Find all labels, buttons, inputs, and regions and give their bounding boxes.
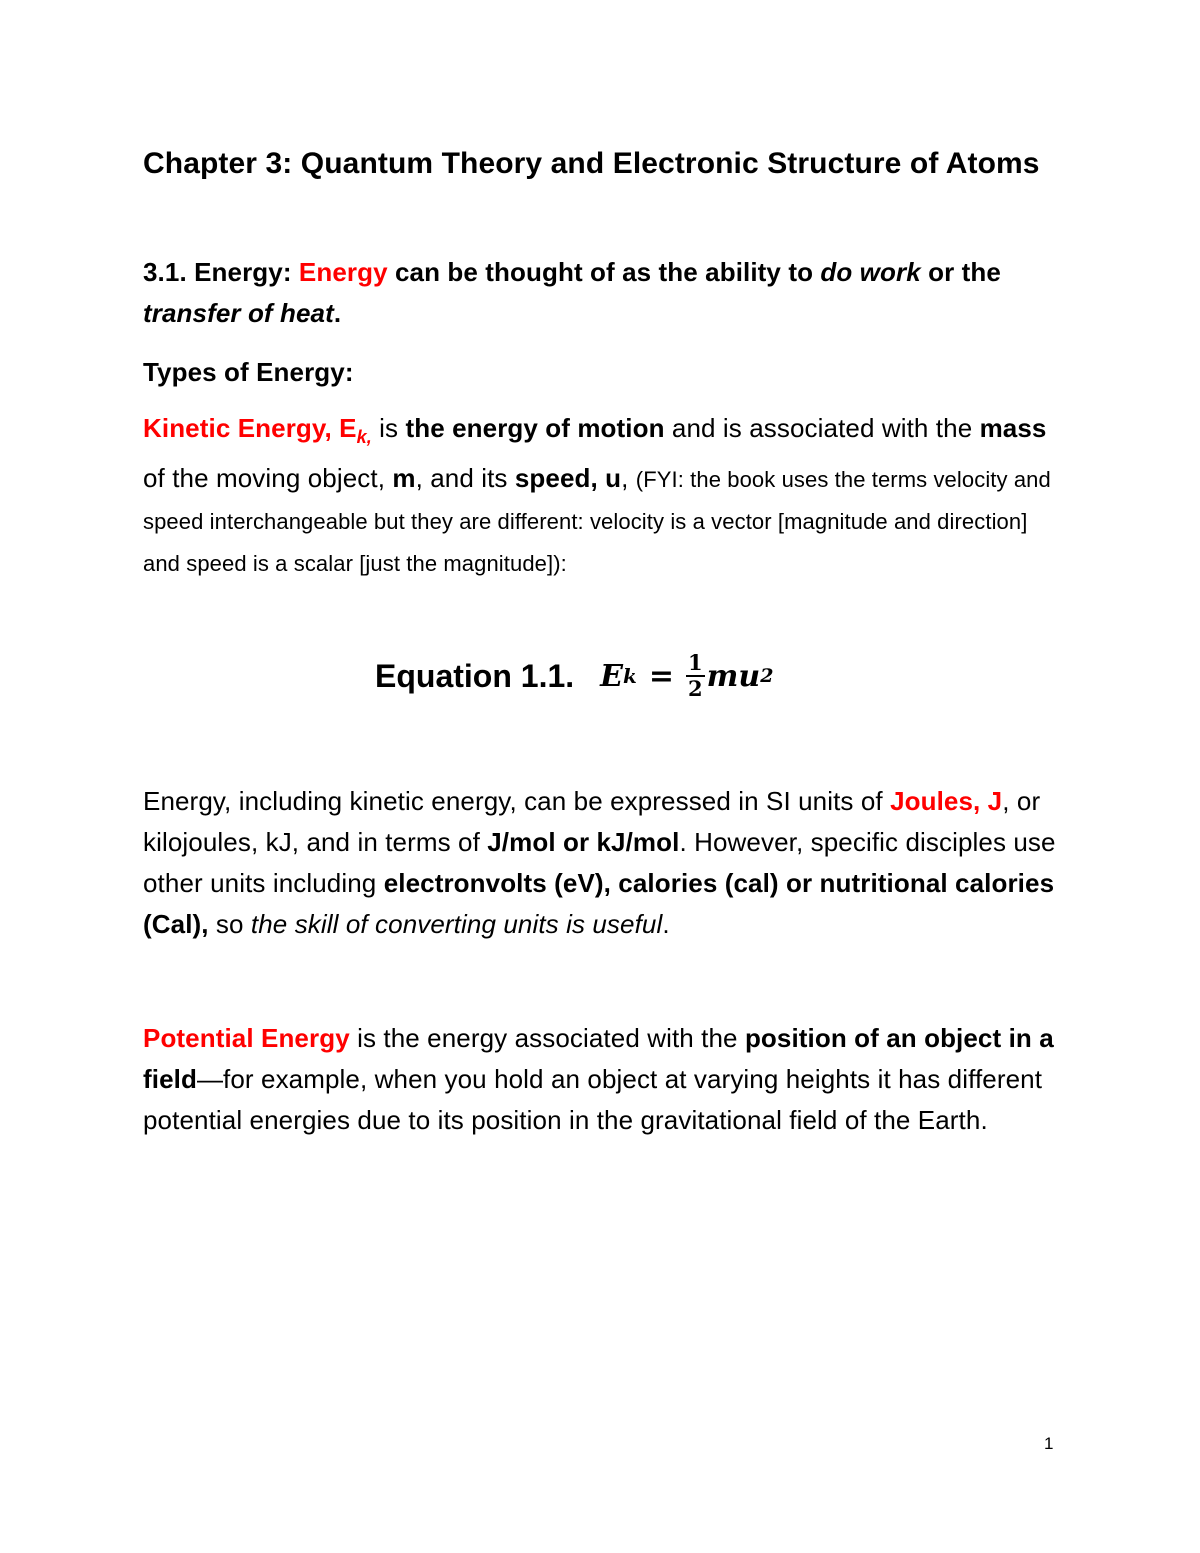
mass-bold: mass	[979, 413, 1047, 443]
kinetic-text-1: is	[371, 413, 406, 443]
types-of-energy-heading: Types of Energy:	[143, 357, 354, 387]
joules-term: Joules, J	[890, 786, 1003, 816]
formula-lhs-subscript: k	[623, 664, 637, 688]
kinetic-text-5: ,	[621, 463, 636, 494]
section-text-3: .	[333, 298, 342, 328]
converting-units-emphasis: the skill of converting units is useful	[250, 909, 663, 939]
potential-energy-paragraph	[143, 1018, 1063, 1141]
section-number: 3.1. Energy:	[143, 257, 299, 287]
position-in-field-bold: position of an object in a field	[143, 1023, 1054, 1094]
kinetic-term-subscript: k,	[356, 427, 372, 448]
speed-bold: speed, u	[514, 463, 622, 494]
kinetic-energy-paragraph	[143, 408, 1063, 584]
other-units-bold: electronvolts (eV), calories (cal) or nutritional calories (Cal),	[143, 868, 1055, 939]
potential-text-1: is the energy associated with the	[349, 1023, 745, 1053]
units-text-3: . However, specific disciples use other units including	[143, 827, 1056, 898]
formula-rhs: mu	[706, 658, 761, 694]
kinetic-energy-formula	[600, 652, 773, 700]
do-work-emphasis: do work	[820, 257, 921, 287]
equation-1-1	[375, 636, 773, 716]
units-text-1: Energy, including kinetic energy, can be expressed in SI units of	[143, 786, 891, 816]
potential-energy-term: Potential Energy	[143, 1023, 350, 1053]
formula-fraction	[686, 652, 705, 700]
energy-units-paragraph	[143, 781, 1063, 945]
transfer-of-heat-emphasis: transfer of heat	[143, 298, 334, 328]
formula-lhs: E	[600, 658, 624, 694]
kinetic-energy-term	[143, 413, 372, 448]
kinetic-text-2: and is associated with the	[664, 413, 980, 443]
section-3-1-paragraph	[143, 252, 1063, 334]
kinetic-term-text: Kinetic Energy, E	[143, 413, 357, 443]
section-text-1: can be thought of as the ability to	[387, 257, 821, 287]
jmol-bold: J/mol or kJ/mol	[487, 827, 680, 857]
energy-of-motion-bold: the energy of motion	[405, 413, 665, 443]
kinetic-text-3: of the moving object,	[143, 463, 393, 494]
energy-term: Energy	[298, 257, 388, 287]
potential-text-2: —for example, when you hold an object at varying heights it has different potential energies due to its position in the gravitational field of the Earth.	[143, 1064, 1043, 1135]
fraction-denominator: 2	[688, 676, 703, 701]
m-bold: m	[392, 463, 416, 494]
page-title: Chapter 3: Quantum Theory and Electronic Structure of Atoms	[143, 147, 1040, 180]
units-text-5: .	[662, 909, 670, 939]
formula-rhs-superscript: 2	[760, 665, 774, 687]
page-number: 1	[1044, 1434, 1054, 1453]
section-text-2: or the	[920, 257, 1001, 287]
kinetic-text-4: , and its	[415, 463, 515, 494]
equation-label: Equation 1.1.	[375, 657, 575, 694]
fyi-note: (FYI: the book uses the terms velocity and speed interchangeable but they are different: velocity is a vector [magnitude and direction] and speed is a scalar [just the magnitude]):	[143, 467, 1051, 577]
fraction-numerator: 1	[688, 650, 703, 675]
units-text-4: so	[208, 909, 251, 939]
formula-equals: =	[648, 658, 675, 694]
units-text-2: , or kilojoules, kJ, and in terms of	[143, 786, 1041, 857]
